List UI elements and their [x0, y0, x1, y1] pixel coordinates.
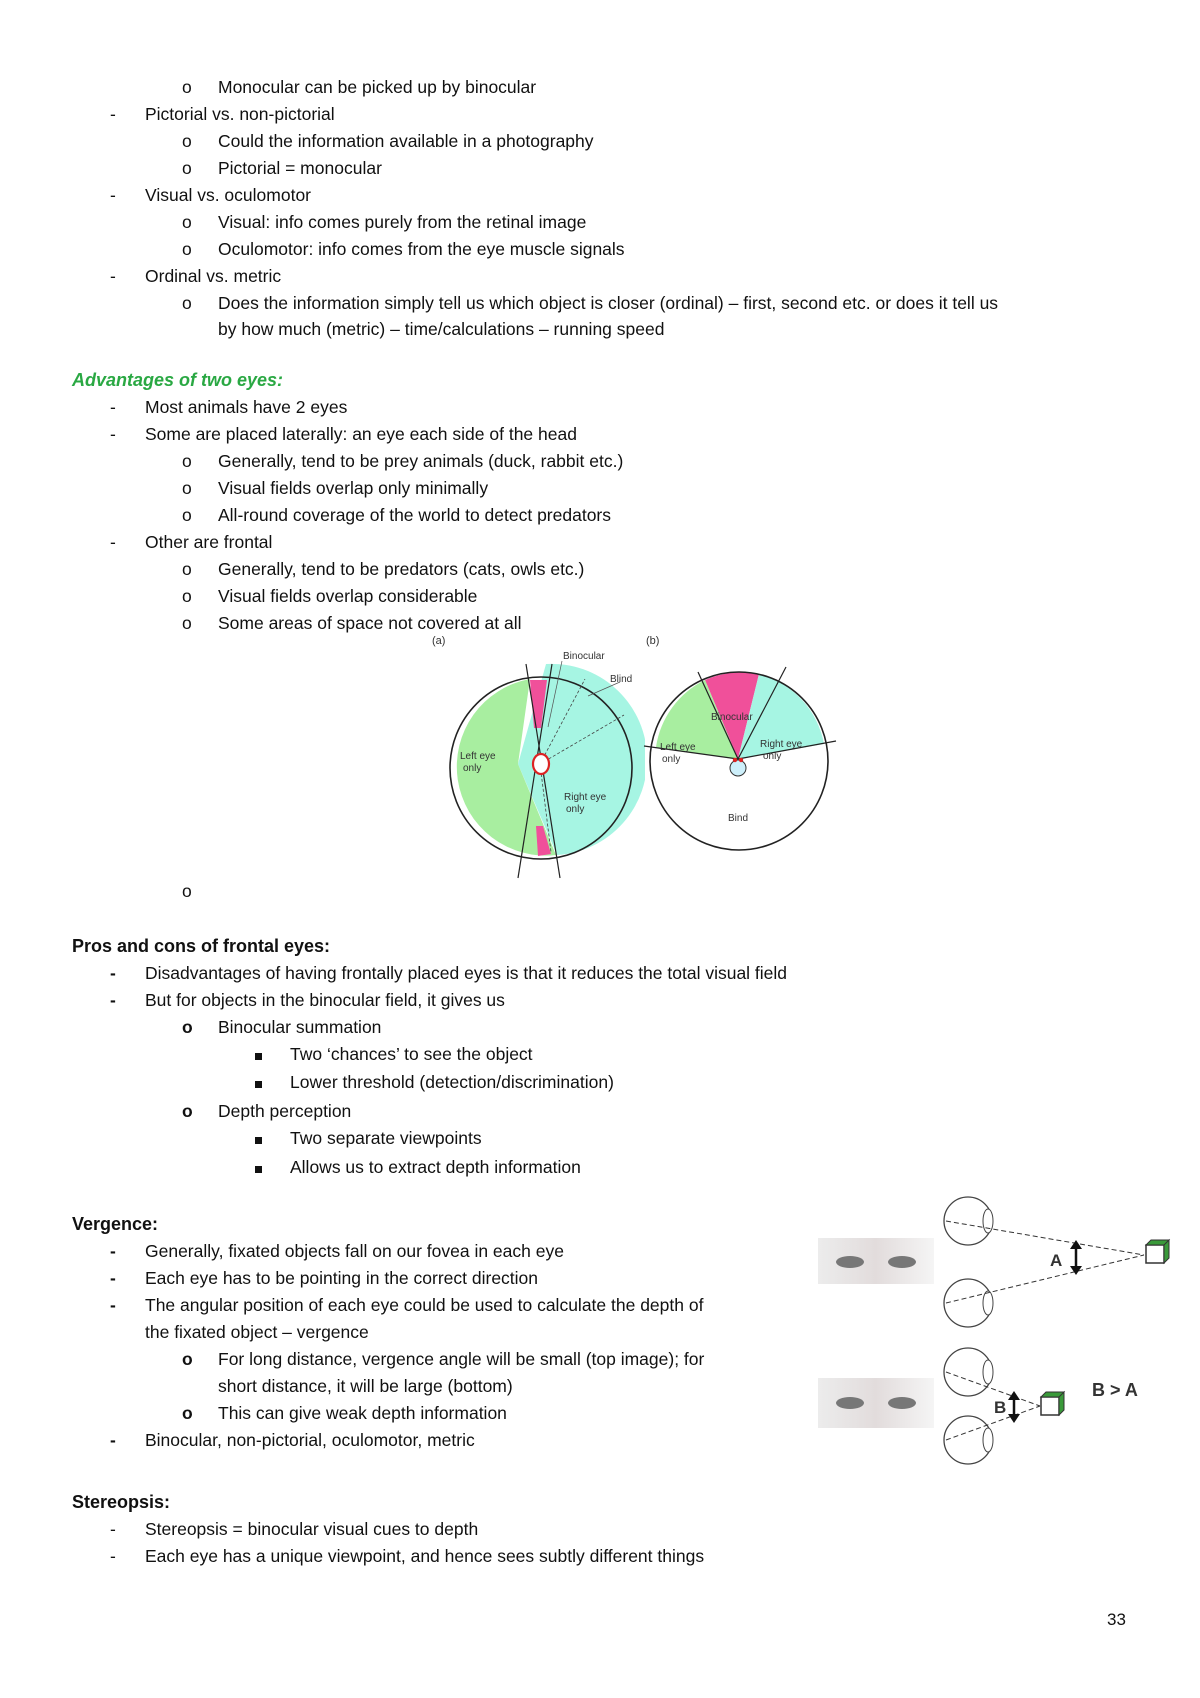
list-item: Lower threshold (detection/discrimination)	[290, 1072, 614, 1092]
right-eye-label: Right eye	[564, 792, 607, 803]
eye-lens-icon	[983, 1209, 993, 1233]
frontal-eyes-visual-field-figure	[640, 634, 855, 879]
list-item: Visual vs. oculomotor	[145, 185, 312, 205]
blind-area-label: Bind	[728, 813, 749, 824]
figure-label-b: (b)	[646, 635, 660, 647]
blind-label: Blind	[610, 674, 633, 685]
list-item: Binocular, non-pictorial, oculomotor, metric	[145, 1430, 475, 1450]
list-item: Pictorial = monocular	[218, 158, 382, 178]
bullet-circle: o	[182, 131, 192, 151]
list-item: Ordinal vs. metric	[145, 266, 282, 286]
bullet-circle: o	[182, 1403, 193, 1423]
target-cube-far	[1146, 1245, 1164, 1263]
list-item: Depth perception	[218, 1101, 352, 1121]
list-item: Monocular can be picked up by binocular	[218, 77, 537, 97]
list-item: All-round coverage of the world to detect predators	[218, 505, 611, 525]
list-item: This can give weak depth information	[218, 1403, 507, 1423]
right-eye-dot	[739, 758, 743, 762]
lateral-eyes-visual-field-figure	[430, 634, 645, 879]
eye-lens-icon	[983, 1360, 993, 1384]
list-item: Disadvantages of having frontally placed eyes is that it reduces the total visual field	[145, 963, 788, 983]
head-icon	[730, 760, 746, 776]
target-cube-near	[1041, 1397, 1059, 1415]
list-item: Two ‘chances’ to see the object	[290, 1044, 533, 1064]
left-eye-label: Left eye	[660, 742, 696, 753]
bullet-circle: o	[182, 478, 192, 498]
head-eyes-icon	[533, 754, 549, 774]
list-item: For long distance, vergence angle will be small (top image); for	[218, 1349, 705, 1369]
face-eye-icon	[888, 1397, 916, 1409]
left-eye-label-2: only	[662, 754, 681, 765]
face-eye-icon	[836, 1397, 864, 1409]
bullet-dash: -	[110, 1519, 116, 1539]
right-eye-label-2: only	[566, 804, 585, 815]
list-item: The angular position of each eye could be used to calculate the depth of	[145, 1295, 704, 1315]
face-eye-icon	[888, 1256, 916, 1268]
bullet-dash: -	[110, 266, 116, 286]
bullet-dash: -	[110, 185, 116, 205]
bullet-circle: o	[182, 1017, 193, 1037]
list-item: Could the information available in a photography	[218, 131, 594, 151]
bullet-circle: o	[182, 1349, 193, 1369]
section-heading-vergence: Vergence:	[72, 1214, 159, 1234]
bullet-circle: o	[182, 1101, 193, 1121]
bullet-circle: o	[182, 881, 192, 901]
eye-lens-icon	[983, 1428, 993, 1452]
section-heading-stereopsis: Stereopsis:	[72, 1492, 171, 1512]
section-heading-advantages: Advantages of two eyes:	[72, 370, 284, 390]
left-eye-label: Left eye	[460, 751, 496, 762]
bullet-circle: o	[182, 239, 192, 259]
bullet-dash: -	[110, 1546, 116, 1566]
bullet-dash: -	[110, 990, 116, 1010]
list-item-continuation: short distance, it will be large (bottom)	[218, 1376, 513, 1396]
face-eye-icon	[836, 1256, 864, 1268]
vergence-figure	[818, 1196, 1182, 1486]
binocular-label: Binocular	[711, 712, 753, 723]
list-item: Generally, tend to be predators (cats, owls etc.)	[218, 559, 585, 579]
list-item: Visual fields overlap only minimally	[218, 478, 489, 498]
bullet-circle: o	[182, 293, 192, 313]
bullet-dash: -	[110, 1430, 116, 1450]
list-item: Visual fields overlap considerable	[218, 586, 478, 606]
list-item: But for objects in the binocular field, it gives us	[145, 990, 505, 1010]
eye-lens-icon	[983, 1291, 993, 1315]
list-item: Most animals have 2 eyes	[145, 397, 348, 417]
bullet-circle: o	[182, 77, 192, 97]
bullet-circle: o	[182, 559, 192, 579]
bullet-dash: -	[110, 1241, 116, 1261]
list-item: Each eye has to be pointing in the correct direction	[145, 1268, 539, 1288]
list-item: Binocular summation	[218, 1017, 382, 1037]
bullet-square	[255, 1043, 262, 1065]
bullet-circle: o	[182, 451, 192, 471]
left-eye-label-2: only	[463, 763, 482, 774]
list-item: Other are frontal	[145, 532, 273, 552]
bullet-dash: -	[110, 424, 116, 444]
list-item: Pictorial vs. non-pictorial	[145, 104, 335, 124]
list-item: Allows us to extract depth information	[290, 1157, 581, 1177]
left-eye-dot	[733, 758, 737, 762]
figure-label-a: (a)	[432, 635, 446, 647]
list-item: Visual: info comes purely from the retinal image	[218, 212, 587, 232]
list-item-continuation: by how much (metric) – time/calculations – running speed	[218, 319, 665, 339]
bullet-circle: o	[182, 505, 192, 525]
list-item: Some areas of space not covered at all	[218, 613, 522, 633]
binocular-label: Binocular	[563, 651, 605, 662]
bullet-dash: -	[110, 397, 116, 417]
list-item: Generally, tend to be prey animals (duck, rabbit etc.)	[218, 451, 624, 471]
bullet-dash: -	[110, 532, 116, 552]
right-eye-label: Right eye	[760, 739, 803, 750]
list-item: Two separate viewpoints	[290, 1128, 482, 1148]
bullet-dash: -	[110, 104, 116, 124]
b-greater-than-a-label: B > A	[1092, 1380, 1138, 1400]
bullet-square	[255, 1156, 262, 1178]
angle-b-label: B	[994, 1398, 1007, 1417]
bullet-square	[255, 1127, 262, 1149]
bullet-circle: o	[182, 586, 192, 606]
page-number: 33	[1107, 1610, 1126, 1629]
angle-a-label: A	[1050, 1251, 1063, 1270]
list-item: Generally, fixated objects fall on our fovea in each eye	[145, 1241, 564, 1261]
right-eye-label-2: only	[763, 751, 782, 762]
list-item: Each eye has a unique viewpoint, and hence sees subtly different things	[145, 1546, 705, 1566]
bullet-dash: -	[110, 1295, 116, 1315]
bullet-circle: o	[182, 613, 192, 633]
list-item: Oculomotor: info comes from the eye muscle signals	[218, 239, 625, 259]
list-item: Some are placed laterally: an eye each side of the head	[145, 424, 577, 444]
bullet-dash: -	[110, 963, 116, 983]
bullet-dash: -	[110, 1268, 116, 1288]
face-photo-far	[818, 1238, 934, 1284]
bullet-circle: o	[182, 212, 192, 232]
list-item: Stereopsis = binocular visual cues to depth	[145, 1519, 479, 1539]
list-item: Does the information simply tell us which object is closer (ordinal) – first, second etc. or does it tell us	[218, 293, 999, 313]
section-heading-pros-cons: Pros and cons of frontal eyes:	[72, 936, 331, 956]
face-photo-near	[818, 1378, 934, 1428]
bullet-circle: o	[182, 158, 192, 178]
list-item-continuation: the fixated object – vergence	[145, 1322, 369, 1342]
bullet-square	[255, 1071, 262, 1093]
